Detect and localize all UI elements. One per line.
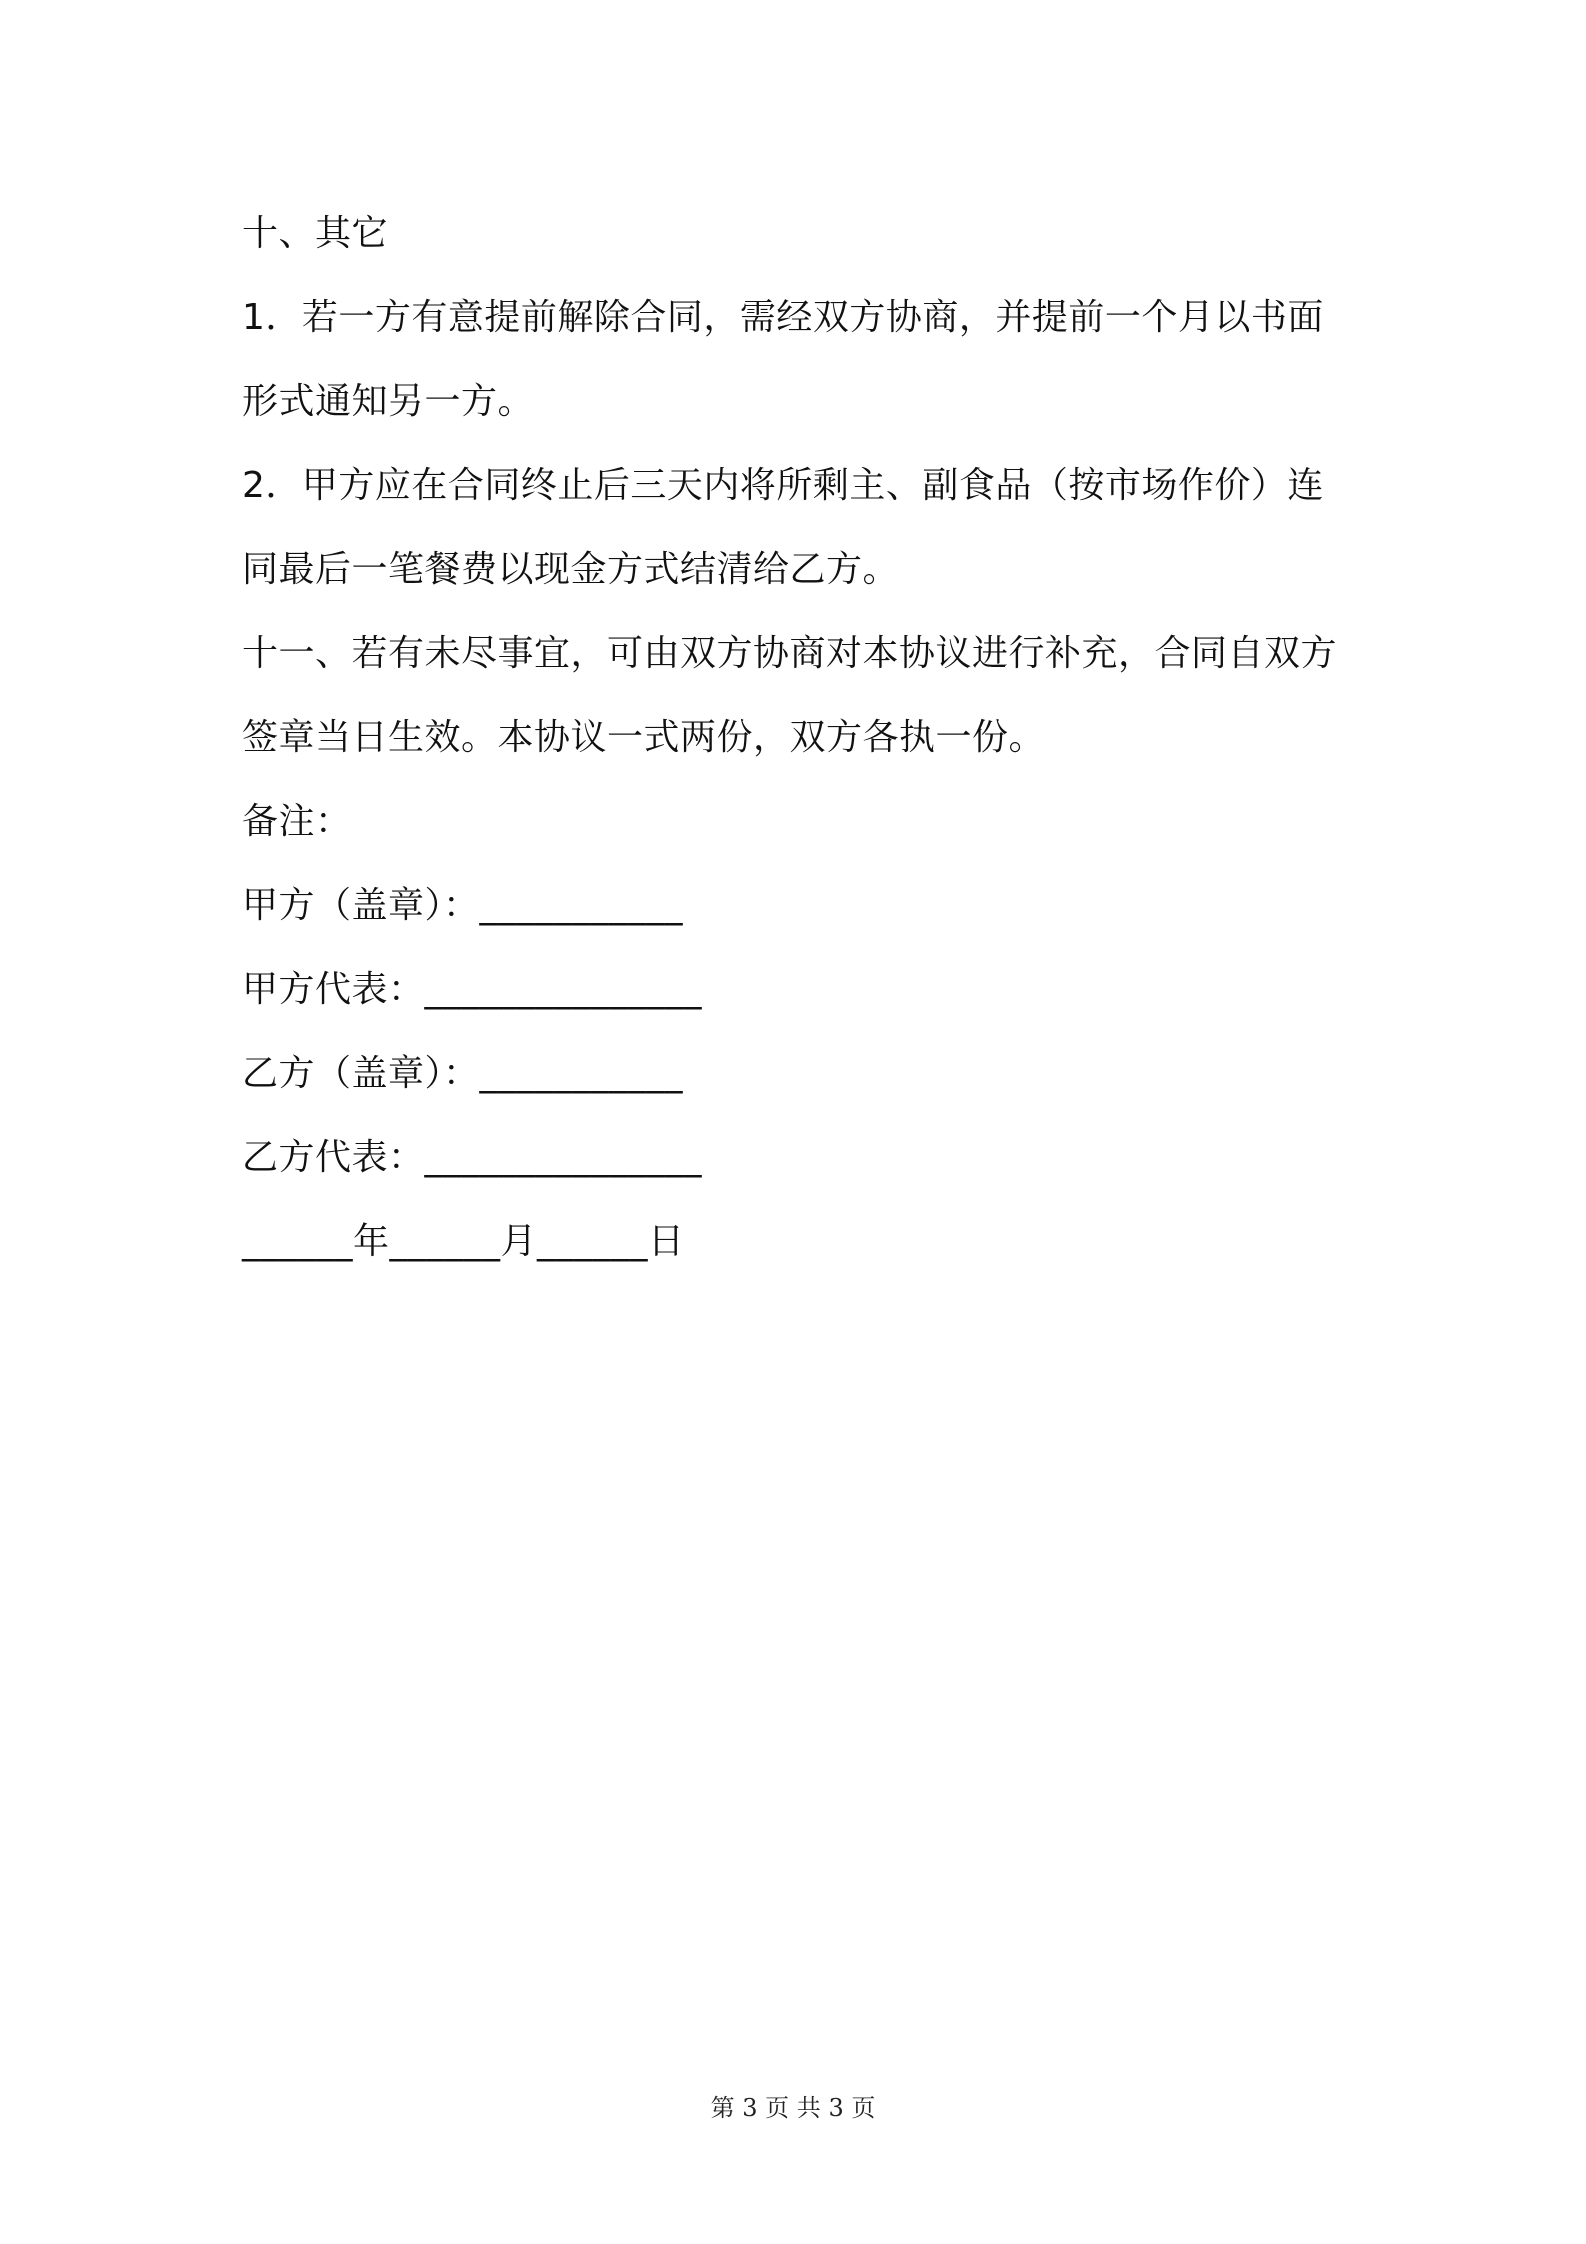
party-b-seal-field: 乙方（盖章）：___________ (242, 1053, 684, 1094)
clause-1-line-2: 形式通知另一方。 (242, 381, 535, 422)
remarks-label: 备注： (242, 801, 352, 842)
party-a-representative-field: 甲方代表：_______________ (242, 969, 703, 1010)
party-a-seal-field: 甲方（盖章）：___________ (242, 885, 684, 926)
section-11-line-1: 十一、若有未尽事宜，可由双方协商对本协议进行补充，合同自双方 (242, 633, 1338, 674)
clause-2-line-2: 同最后一笔餐费以现金方式结清给乙方。 (242, 549, 900, 590)
page-number-footer: 第 3 页 共 3 页 (710, 2094, 876, 2122)
party-b-representative-field: 乙方代表：_______________ (242, 1137, 703, 1178)
clause-1-line-1: 1．若一方有意提前解除合同，需经双方协商，并提前一个月以书面 (242, 297, 1324, 338)
section-11-line-2: 签章当日生效。本协议一式两份，双方各执一份。 (242, 717, 1046, 758)
document-body (242, 192, 1362, 1284)
section-heading-other: 十、其它 (242, 213, 389, 254)
date-field: ______年______月______日 (242, 1221, 685, 1262)
clause-2-line-1: 2．甲方应在合同终止后三天内将所剩主、副食品（按市场作价）连 (242, 465, 1324, 506)
